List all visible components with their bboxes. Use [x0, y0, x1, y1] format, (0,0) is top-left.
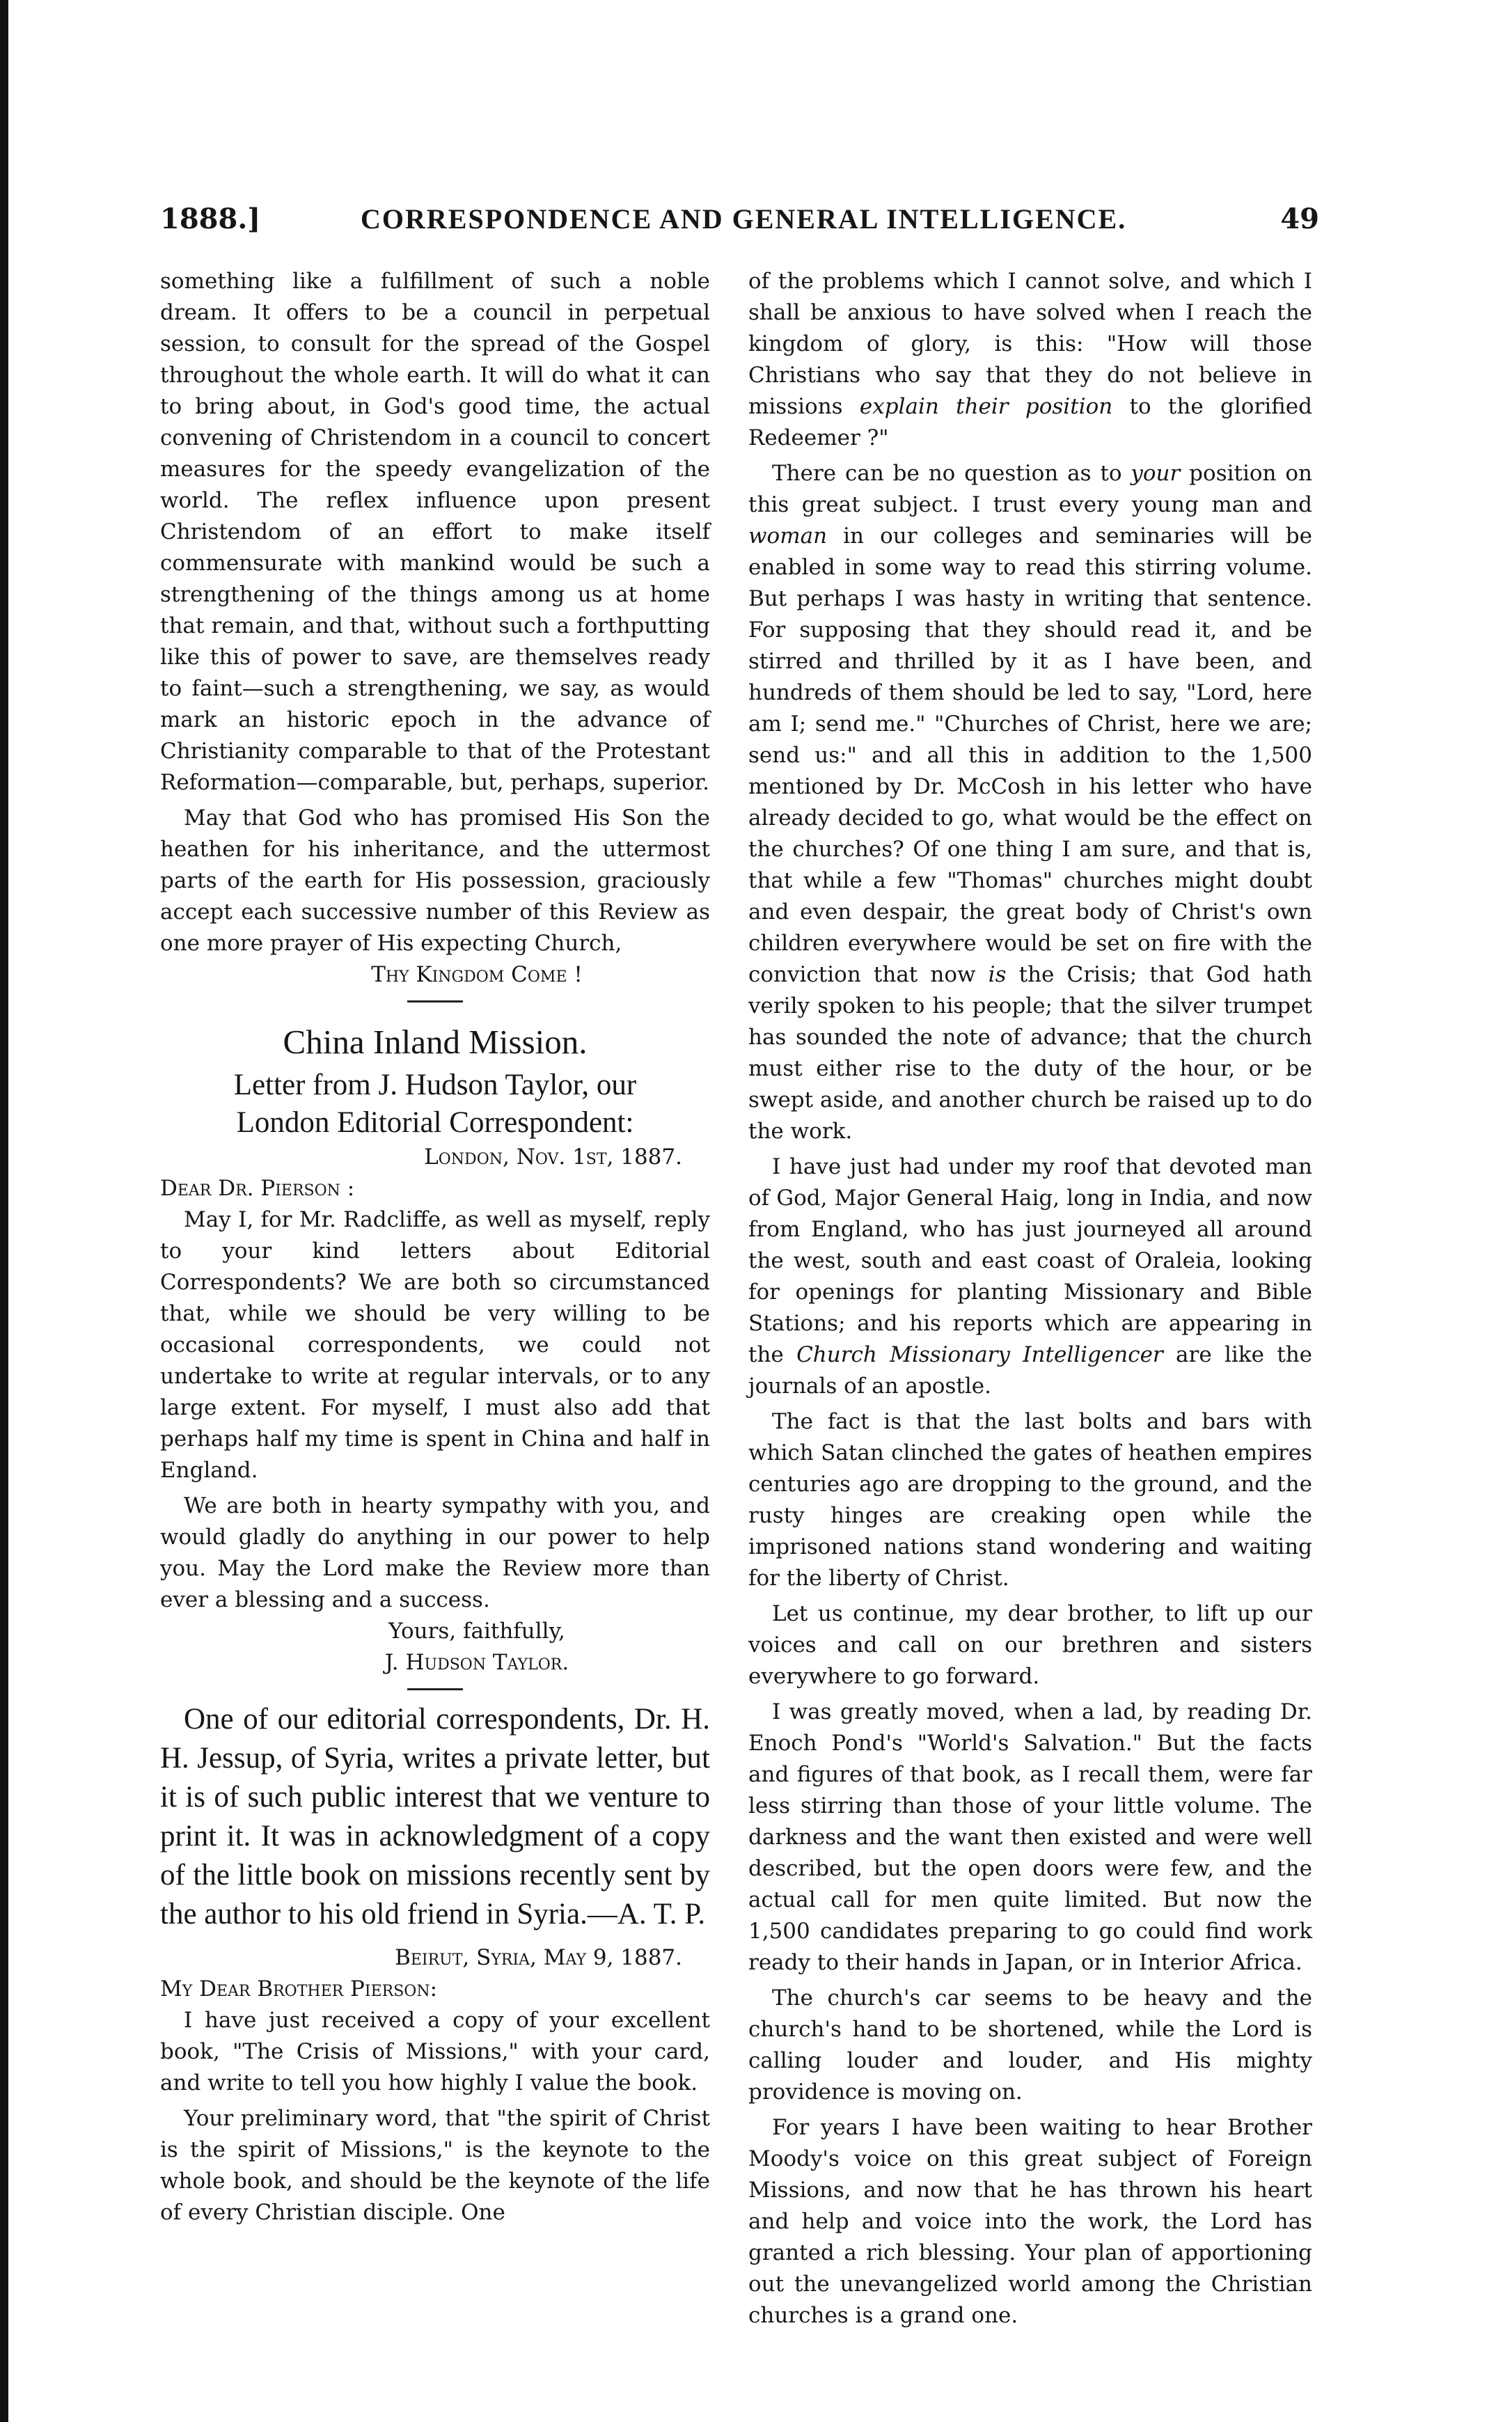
divider	[407, 1000, 463, 1002]
dateline: Beirut, Syria, May 9, 1887.	[395, 1945, 682, 1970]
dateline: London, Nov. 1st, 1887.	[424, 1145, 682, 1170]
header-title: CORRESPONDENCE AND GENERAL INTELLIGENCE.	[361, 203, 1127, 235]
page-edge-shadow	[0, 0, 8, 2422]
paragraph: I have just had under my roof that devoted man of God, Major General Haig, long in India, and now from England, who has just journeyed all around the west, south and east coast of Oraleia, looking for openings for planting Missionary and Bible Stations; and his reports which are appearing in the Church Missionary Intelligencer are like the journals of an apostle.	[748, 1154, 1313, 1399]
paragraph: The church's car seems to be heavy and the church's hand to be shortened, while the Lord is calling louder and louder, and His mighty providence is moving on.	[748, 1985, 1312, 2105]
right-column	[748, 266, 1312, 2331]
running-header	[160, 198, 1319, 240]
paragraph: Your preliminary word, that "the spirit of Christ is the spirit of Missions," is the keynote to the whole book, and should be the keynote of the life of every Christian disciple. One	[160, 2106, 710, 2225]
paragraph: May I, for Mr. Radcliffe, as well as myself, reply to your kind letters about Editorial Correspondents? We are both so circumstanced that, while we should be very willing to be occasional correspondents, we could not undertake to write at regular intervals, or to any large extent. For myself, I must also add that perhaps half my time is spent in China and half in England.	[160, 1207, 710, 1483]
paragraph: There can be no question as to your position on this great subject. I trust every young man and woman in our colleges and seminaries will be enabled in some way to read this stirring volume. But perhaps I was hasty in writing that sentence. For supposing that they should read it, and be stirred and thrilled by it as I have been, and hundreds of them should be led to say, "Lord, here am I; send me." "Churches of Christ, here we are; send us:" and all this in addition to the 1,500 mentioned by Dr. McCosh in his letter who have already decided to go, what would be the effect on the churches? Of one thing I am sure, and that is, that while a few "Thomas" churches might doubt and even despair, the great body of Christ's own children everywhere would be set on fire with the conviction that now is the Crisis; that God hath verily spoken to his people; that the silver trumpet has sounded the note of advance; that the church must either rise to the duty of the hour, or be swept aside, and another church be raised up to do the work.	[748, 461, 1313, 1144]
closing-line: Thy Kingdom Come !	[371, 962, 583, 987]
signature: J. Hudson Taylor.	[384, 1650, 569, 1675]
paragraph: We are both in hearty sympathy with you, and would gladly do anything in our power to help you. May the Lord make the Review more than ever a blessing and a success.	[160, 1493, 710, 1612]
page-number: 49	[1280, 203, 1319, 235]
salutation: My Dear Brother Pierson:	[160, 1976, 438, 2002]
paragraph: I was greatly moved, when a lad, by reading Dr. Enoch Pond's "World's Salvation." But the facts and figures of that book, as I recall them, were far less stirring than those of your little volume. The darkness and the want then existed and were well described, but the open doors were few, and the actual call for men quite limited. But now the 1,500 candidates preparing to go could find work ready to their hands in Japan, or in Interior Africa.	[748, 1699, 1312, 1975]
section-subheading: Letter from J. Hudson Taylor, our	[233, 1069, 637, 1101]
left-column	[160, 266, 710, 2228]
paragraph: something like a fulfillment of such a noble dream. It offers to be a council in perpetual session, to consult for the spread of the Gospel throughout the whole earth. It will do what it can to bring about, in God's good time, the actual convening of Christendom in a council to concert measures for the speedy evangelization of the world. The reflex influence upon present Christendom of an effort to make itself commensurate with mankind would be such a strengthening of the things among us at home that remain, and that, without such a forthputting like this of power to save, are themselves ready to faint—such a strengthening, we say, as would mark an historic epoch in the advance of Christianity comparable to that of the Protestant Reformation—comparable, but, perhaps, superior.	[160, 269, 710, 795]
paragraph: Let us continue, my dear brother, to lift up our voices and call on our brethren and sisters everywhere to go forward.	[748, 1601, 1312, 1689]
header-date: 1888.]	[160, 203, 261, 235]
section-heading: China Inland Mission.	[283, 1023, 588, 1061]
paragraph: May that God who has promised His Son the heathen for his inheritance, and the uttermost parts of the earth for His possession, graciously accept each successive number of this Review as one more prayer of His expecting Church,	[160, 805, 710, 956]
paragraph: of the problems which I cannot solve, and which I shall be anxious to have solved when I reach the kingdom of glory, is this: "How will those Christians who say that they do not believe in missions explain their position to the glorified Redeemer ?"	[748, 269, 1312, 450]
paragraph: For years I have been waiting to hear Brother Moody's voice on this great subject of Foreign Missions, and now that he has thrown his heart and help and voice into the work, the Lord has granted a rich blessing. Your plan of apportioning out the unevangelized world among the Christian churches is a grand one.	[748, 2115, 1312, 2328]
salutation: Dear Dr. Pierson :	[160, 1176, 355, 1201]
editorial-intro: One of our editorial correspondents, Dr. H. H. Jessup, of Syria, writes a private letter, but it is of such public interest that we venture to print it. It was in acknowledgment of a copy of the little book on missions recently sent by the author to his old friend in Syria.—A. T. P.	[160, 1703, 710, 1930]
divider	[407, 1688, 463, 1690]
paragraph: The fact is that the last bolts and bars with which Satan clinched the gates of heathen empires centuries ago are dropping to the ground, and the rusty hinges are creaking open while the imprisoned nations stand wondering and waiting for the liberty of Christ.	[748, 1409, 1312, 1591]
paragraph: I have just received a copy of your excellent book, "The Crisis of Missions," with your card, and write to tell you how highly I value the book.	[160, 2008, 710, 2095]
section-subheading: London Editorial Correspondent:	[236, 1106, 634, 1139]
closing: Yours, faithfully,	[388, 1619, 565, 1644]
